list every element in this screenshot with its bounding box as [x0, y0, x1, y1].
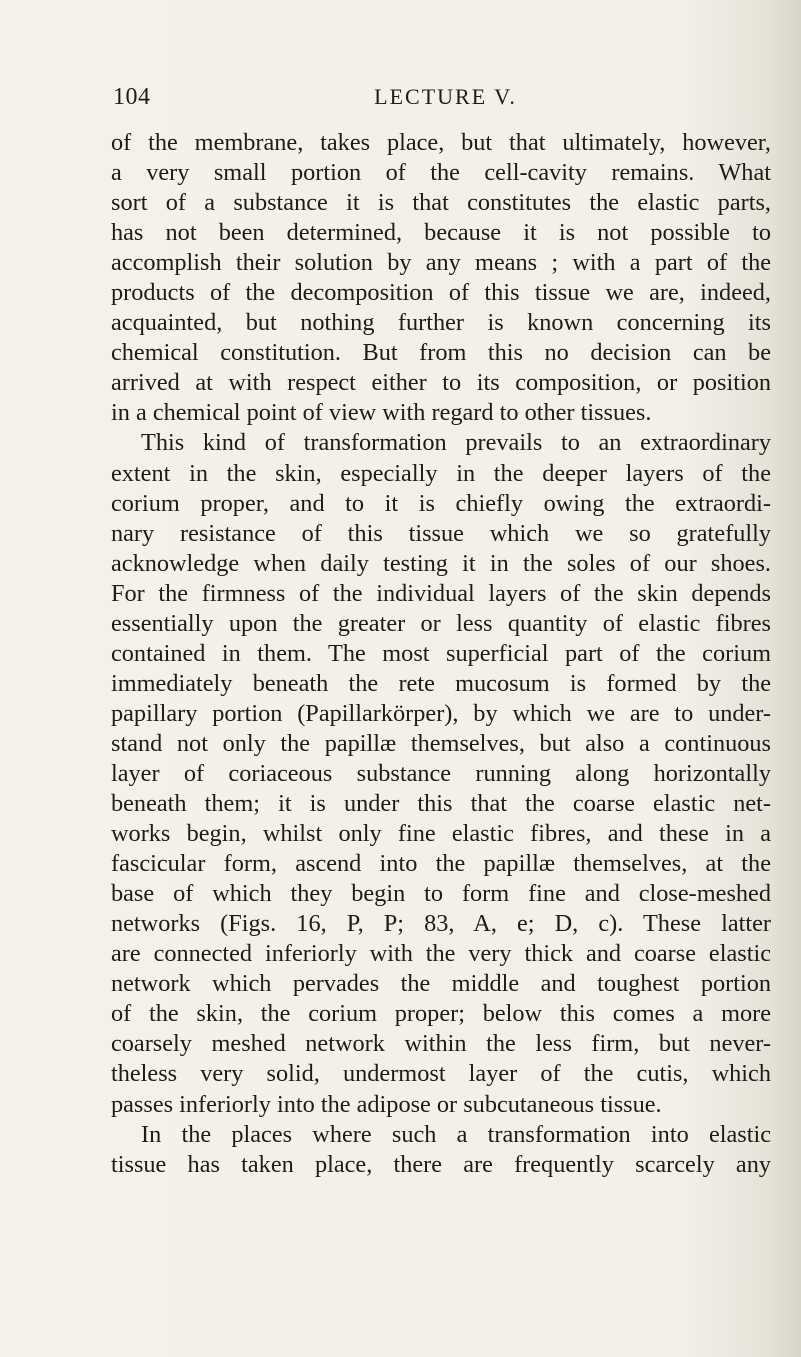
text-line: in a chemical point of view with regard to other tissues.	[111, 399, 652, 427]
text-line: sort of a substance it is that constitutes the elastic parts,	[111, 189, 771, 217]
text-line: passes inferiorly into the adipose or subcutaneous tissue.	[111, 1090, 662, 1118]
text-line: In the places where such a transformation into elastic	[141, 1120, 771, 1148]
text-line: corium proper, and to it is chiefly owing the extraordi-	[111, 489, 771, 517]
text-line: essentially upon the greater or less quantity of elastic fibres	[111, 609, 771, 637]
text-line: of the membrane, takes place, but that ultimately, however,	[111, 129, 771, 156]
text-line: fascicular form, ascend into the papillæ themselves, at the	[111, 850, 771, 878]
text-line: a very small portion of the cell-cavity remains. What	[111, 159, 771, 187]
text-line: tissue has taken place, there are frequently scarcely any	[111, 1150, 771, 1178]
text-line: works begin, whilst only fine elastic fibres, and these in a	[111, 820, 771, 848]
text-line: stand not only the papillæ themselves, but also a continuous	[111, 729, 771, 757]
text-line: acquainted, but nothing further is known concerning its	[111, 309, 771, 337]
text-line: has not been determined, because it is not possible to	[111, 219, 771, 247]
body-text	[111, 128, 771, 1180]
text-line: chemical constitution. But from this no decision can be	[111, 339, 771, 367]
text-line: contained in them. The most superficial part of the corium	[111, 639, 771, 667]
text-line: papillary portion (Papillarkörper), by which we are to under-	[111, 699, 771, 727]
text-line: accomplish their solution by any means ; with a part of the	[111, 249, 771, 277]
text-line: layer of coriaceous substance running along horizontally	[111, 759, 771, 787]
text-line: theless very solid, undermost layer of the cutis, which	[111, 1060, 771, 1088]
page-number: 104	[113, 84, 151, 110]
text-line: immediately beneath the rete mucosum is formed by the	[111, 669, 771, 697]
text-line: For the firmness of the individual layers of the skin depends	[111, 579, 771, 607]
text-line: acknowledge when daily testing it in the soles of our shoes.	[111, 549, 771, 577]
text-line: network which pervades the middle and toughest portion	[111, 970, 771, 998]
text-line: base of which they begin to form fine and close-meshed	[111, 880, 771, 908]
text-line: of the skin, the corium proper; below this comes a more	[111, 1000, 771, 1028]
text-line: This kind of transformation prevails to an extraordinary	[141, 429, 771, 457]
text-line: extent in the skin, especially in the deeper layers of the	[111, 459, 771, 487]
running-head	[113, 84, 778, 114]
text-line: are connected inferiorly with the very thick and coarse elastic	[111, 940, 771, 968]
text-line: arrived at with respect either to its composition, or position	[111, 369, 771, 397]
text-line: products of the decomposition of this tissue we are, indeed,	[111, 279, 771, 307]
text-line: coarsely meshed network within the less firm, but never-	[111, 1030, 771, 1058]
text-line: networks (Figs. 16, P, P; 83, A, e; D, c). These latter	[111, 910, 771, 938]
text-line: beneath them; it is under this that the coarse elastic net-	[111, 790, 771, 818]
text-line: nary resistance of this tissue which we so gratefully	[111, 519, 771, 547]
running-title: LECTURE V.	[374, 84, 517, 109]
